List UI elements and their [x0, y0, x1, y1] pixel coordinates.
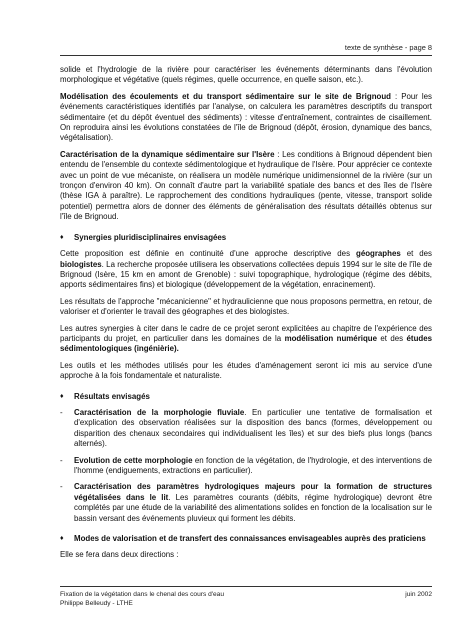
- dash-icon: -: [60, 407, 63, 417]
- footer-date: juin 2002: [405, 591, 432, 598]
- section-resultats: [60, 392, 432, 402]
- list-item: [60, 408, 432, 450]
- paragraph-caracterisation: [60, 150, 432, 223]
- section-synergies-title: Synergies pluridisciplinaires envisagées: [74, 232, 227, 242]
- list-item-text: [74, 456, 432, 477]
- text-run: . Les paramètres courants (débits, régime hydrologique) devront être complétés par une étude de la variabilité des alimentations solides en fonction de la localisation sur le bassin versant des événements pluvieux qui forment les débits.: [74, 492, 432, 523]
- page-header: texte de synthèse - page 8: [344, 43, 432, 52]
- paragraph-synergies-2: Les résultats de l'approche "mécanicienne" et hydraulicienne que nous proposons permettra, en retour, de valoriser et d'orienter le travail des géographes et des biologistes.: [60, 296, 432, 317]
- section-resultats-title: Résultats envisagés: [74, 391, 150, 401]
- paragraph-caracterisation-text: : Les conditions à Brignoud dépendent bien entendu de l'ensemble du contexte sédimentologique et hydraulique de l'Isère. Pour apprécier ce contexte avec un point de vue mécaniste, on réalisera un modèle numérique unidimensionnel de la rivière (sur un tronçon d'environ 40 km). On connaît d'autre part la variabilité spatiale des bancs et des îles de l'Isère (thèse IGA à paraître). Le rapprochement des conditions hydrauliques (pente, vitesse, transport solide potentiel) permettra alors de donner des éléments de généralisation des résultats détaillés obtenus sur l'île de Brignoud.: [60, 149, 432, 222]
- footer-title: Fixation de la végétation dans le chenal des cours d'eau: [60, 591, 225, 598]
- bold-modelisation: modélisation numérique: [284, 333, 377, 343]
- paragraph-caracterisation-title: Caractérisation de la dynamique sédimentaire sur l'Isère: [60, 149, 275, 159]
- diamond-bullet-icon: ♦: [60, 392, 64, 400]
- header-divider: [60, 55, 432, 56]
- dash-icon: -: [60, 455, 63, 465]
- paragraph-intro: solide et l'hydrologie de la rivière pour caractériser les événements déterminants dans l'évolution morphologique et végétative (quels régimes, quelle occurrence, en quelle saison, etc.).: [60, 65, 432, 85]
- list-item-text: [74, 408, 432, 450]
- text-run: et des: [400, 249, 432, 259]
- footer-divider: [60, 586, 432, 587]
- paragraph-synergies-4: Les outils et les méthodes utilisés pour les études d'aménagement seront ici mis au service d'une approche à la fois fondamentale et naturaliste.: [60, 360, 432, 381]
- list-item-title: Caractérisation de la morphologie fluviale: [74, 407, 245, 417]
- paragraph-synergies-3: [60, 324, 432, 355]
- bold-geographes: géographes: [356, 249, 401, 259]
- separator: :: [390, 91, 402, 101]
- list-item-title: Caractérisation des paramètres hydrologiques majeurs pour la formation de structures végétalisées dans le lit: [74, 482, 432, 502]
- list-item: [60, 482, 432, 524]
- paragraph-last: Elle se fera dans deux directions :: [60, 550, 179, 560]
- text-run: . La recherche proposée utilisera les observations collectées depuis 1994 sur le site de l'île de Brignoud (Isère, 15 km en amont de Grenoble) : suivi topographique, hydrologique (régime des débits, apports sédimentaires fins) et biologique (développement de la végétation, enracinement).: [60, 259, 432, 290]
- text-run: . En particulier une tentative de formalisation et d'explication des observation réalisées sur la disposition des bancs (formes, développement ou disparition des chenaux secondaires qui individualisent les îles) et sur des biefs plus longs (bancs alternés).: [74, 407, 432, 449]
- text-run: et des: [376, 333, 407, 343]
- text-run: Les autres synergies à citer dans le cadre de ce projet seront explicitées au chapitre de l'expérience des participants du projet, en particulier dans les domaines de la: [60, 323, 432, 343]
- paragraph-modelisation: [60, 92, 432, 144]
- list-item-text: [74, 482, 432, 524]
- section-valorisation: [60, 534, 432, 544]
- page-content: [60, 65, 432, 567]
- diamond-bullet-icon: ♦: [60, 233, 64, 241]
- results-list: [60, 408, 432, 524]
- section-valorisation-title: Modes de valorisation et de transfert des connaissances envisageables auprès des praticiens: [74, 534, 426, 544]
- list-item: [60, 456, 432, 477]
- bold-etudes: études sédimentologiques (ingénièrie).: [60, 333, 432, 354]
- footer-left: [60, 591, 224, 608]
- section-synergies: [60, 233, 432, 243]
- text-run: Cette proposition est définie en continuité d'une approche descriptive des: [60, 249, 356, 259]
- dash-icon: -: [60, 482, 63, 492]
- footer-author: Philippe Belleudy - LTHE: [60, 599, 133, 607]
- paragraph-synergies-1: [60, 249, 432, 291]
- text-run: en fonction de la végétation, de l'hydrologie, et des interventions de l'homme (endiguements, extractions en particulier).: [74, 455, 432, 475]
- bold-biologistes: biologistes: [60, 259, 102, 269]
- diamond-bullet-icon: ♦: [60, 535, 64, 543]
- paragraph-modelisation-text: Pour les événements caractéristiques identifiés par l'analyse, on calculera les paramètres descriptifs du transport sédimentaire (et du dépôt éventuel des sédiments) : vitesse d'entraînement, contraintes de cisaillement. On reproduira ainsi les évolutions constatées de l'île de Brignoud (dépôt, érosion, dynamique des bancs, végétalisation).: [60, 91, 432, 143]
- list-item-title: Evolution de cette morphologie: [74, 455, 193, 465]
- paragraph-modelisation-title: Modélisation des écoulements et du transport sédimentaire sur le site de Brignoud: [60, 91, 391, 101]
